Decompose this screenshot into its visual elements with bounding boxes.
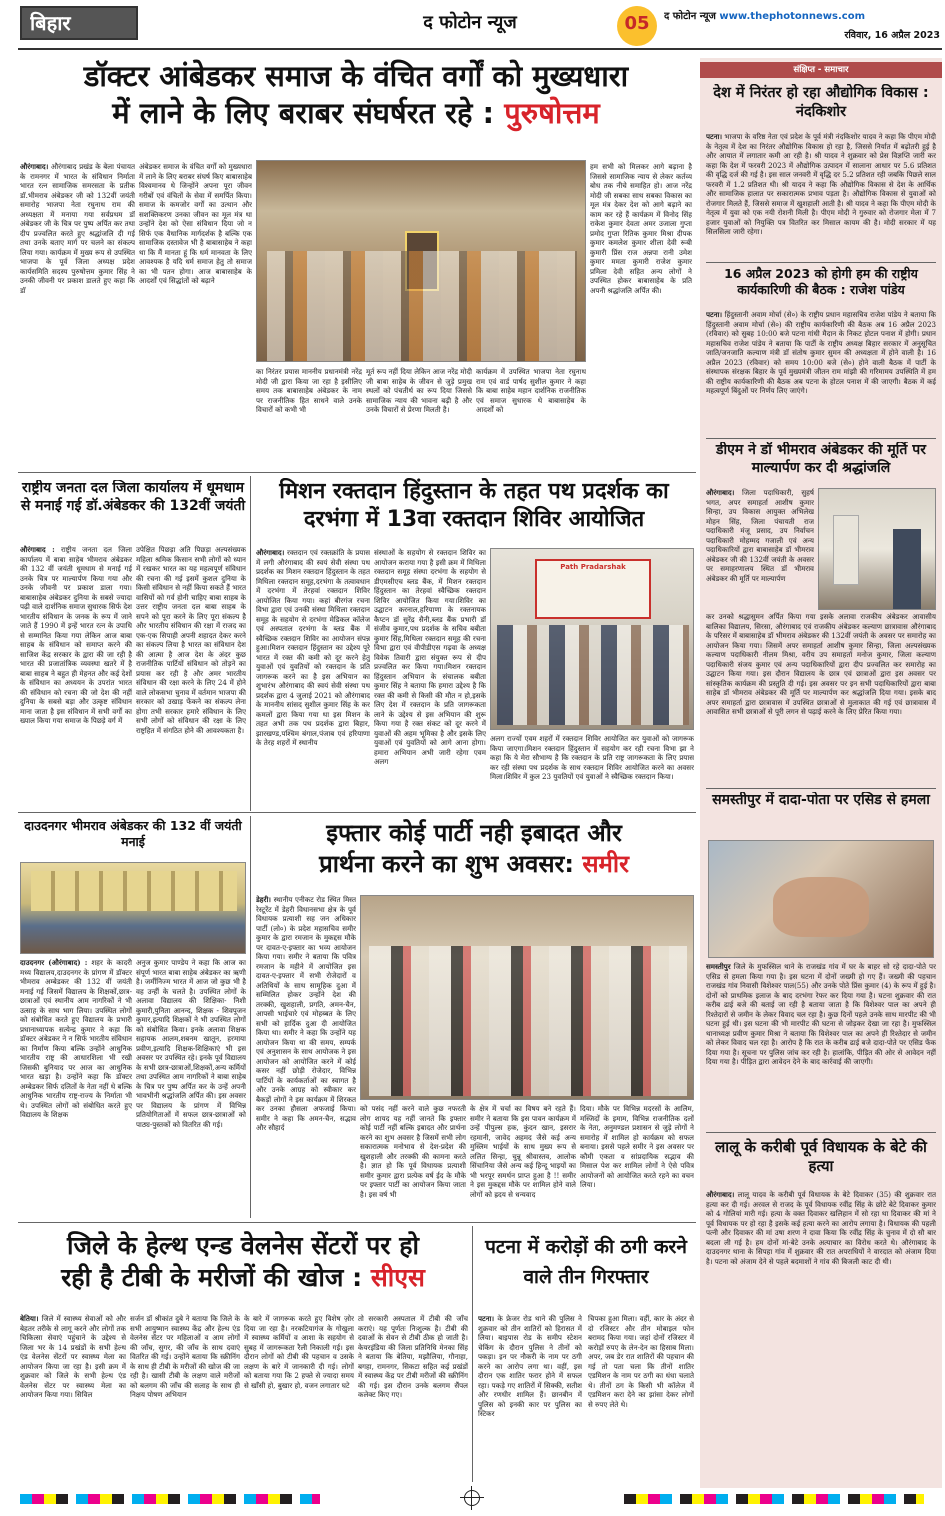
iftar-col-4 bbox=[580, 1104, 694, 1218]
sidebar-story3b bbox=[706, 612, 936, 782]
iftar-headline bbox=[254, 818, 694, 890]
registration-target-icon bbox=[464, 1490, 480, 1506]
masthead bbox=[0, 0, 945, 48]
main-headline-line1: डॉक्टर आंबेडकर समाज के वंचित वर्गों को मुख्यधारा bbox=[83, 59, 629, 93]
page-number-text: 05 bbox=[624, 13, 650, 34]
divider-bottom bbox=[18, 1222, 696, 1223]
patna-dateline: पटना। bbox=[478, 1314, 495, 1323]
blood-text-3: अलग राज्यों एवम शहरों में रक्तदान शिविर आयोजित कर युवाओं को जागरूक किया जाएगा।मिशन रक्तदान हिंदुस्तान में सहयोग कर रही रचना विभा झा ने कहा कि ये मेरा सौभाग्य है कि रक्तदान के प्रति राष्ट्र जागरूकता के लिए प्रयास कर रही संस्था पथ प्रदर्शक के साथ रक्तदान शिविर आयोजित करने का अवसर मिला।शिविर में कुल 23 युवतियों एवं युवाओं ने स्वैच्छिक रक्तदान किया। bbox=[490, 734, 694, 781]
rjd-text-1: राष्ट्रीय जनता दल जिला कार्यालय में बाबा साहेब भीमराव अंबेडकर की 132 वीं जयंती धूमधाम से मनाई गई उनके चित्र पर माल्यार्पण किया गया और उनके जीवनी पर प्रकाश डाला गया। बाबासाहेब अंबेडकर दुनिया के सबसे ज्यादा पढ़ी वाले दार्शनिक समाज सुधारक सिर्फ देश भारतीय संविधान के जनक के रूप में जाने जाते हैं 1990 में इन्हें भारत रत्न के उपाधि से सम्मानित किया गया लेकिन आज बाबा साहब के संविधान को समाप्त करने की साजिश केंद्र सरकार के द्वारा की जा रही है भारत की प्रजातांत्रिक व्यवस्था खतरे में है बाबा साहब ने बहुत ही मेहनत और कई देशों के संविधान का अध्ययन के उपरांत भारत की संविधान को रचना की जो देश की नहीं दुनिया के सबसे बड़ा और उत्कृष्ट संविधान माना जाता है इस संविधान में सभी वर्गों का ख्याल किया गया समाज के पिछड़े वर्ग में bbox=[20, 545, 132, 725]
main-text-5: कार्यक्रम में उपस्थित भाजपा नेता रघुनाथ राम एवं वार्ड पार्षद सुशील कुमार ने कहा कि बाबा साहेब महान दार्शनिक राजनीतिक एवं समाज सुधारक थे बाबासाहेब के आदर्शों को bbox=[476, 367, 586, 414]
main-headline-name: पुरुषोत्तम bbox=[504, 96, 600, 131]
sidebar-story3a bbox=[706, 488, 814, 610]
sidebar-story3-text-a: जिला पदाधिकारी, सुहर्ष भगत, अपर समाहर्ता आशीष कुमार सिन्हा, उप विकास आयुक्त अभिलेख मोहन सिंह, जिला पंचायती राज पदाधिकारी मंजू प्रसाद, उप निर्वाचन पदाधिकारी मोहम्मद गजाली एवं अन्य पदाधिकारियों द्वारा बाबासाहेब डॉ भीमराव अंबेडकर जी की 132वीं जयंती के अवसर पर समाहरणालय स्थित डॉ भीमराव अंबेडकर की मूर्ति पर माल्यार्पण bbox=[706, 488, 814, 583]
iftar-group bbox=[369, 946, 687, 1096]
iftar-photo bbox=[360, 895, 694, 1100]
iftar-headline-name: समीर bbox=[582, 849, 629, 878]
blood-photo bbox=[490, 548, 694, 730]
blood-headline-line2: दरभंगा में 13वा रक्तदान शिविर आयोजित bbox=[303, 507, 645, 533]
health-col-2 bbox=[130, 1314, 240, 1479]
color-registration-strip-left bbox=[20, 1494, 320, 1504]
sidebar-rule-1 bbox=[706, 262, 936, 263]
sidebar-story4-text: जिले के मुफस्सिल थाने के राजखंड गांव में घर के बाहर सो रहे दादा-पोते पर एसिड से हमला किया गया है। इस घटना में दोनों जख्मी हो गए हैं। जख्मी की पहचान राजखंड गांव निवासी विशेश्वर पाल(55) और उनके पोते प्रिंस कुमार (4) के रूप में हुई है। दोनों को प्राथमिक इलाज के बाद दरभंगा रेफर कर दिया गया है। घटना शुक्रवार की रात करीब ढाई बजे की बताई जा रही है बताया जाता है कि विशेश्वर पाल का अपने ही रिश्तेदारों से जमीन के लेकर विवाद चल रहा है। कुछ दिनों पहले उनके साथ मारपीट की भी घटना हुई थी। इस घटना की भी मारपीट की घटना से जोड़कर देखा जा रहा है। मुफस्सिल थानाध्यक्ष प्रवीण कुमार मिश्रा ने बताया कि विशेश्वर पाल का अपने ही रिश्तेदार से जमीन को लेकर विवाद चल रहा है। आरोप है कि रात के करीब ढाई बजे दादा-पोते पर एसिड फेंक दिया गया है। सूचना पर पुलिस जांच कर रही है। हालांकि, पीड़ित की ओर से आवेदन नहीं दिया गया है। पीड़ित द्वारा आवेदन देने के बाद कार्रवाई की जाएगी। bbox=[706, 962, 936, 1066]
main-text-2: अंबेडकर समाज के वंचित वर्गों को मुख्यधारा में लाने के लिए बराबर संघर्ष किए बाबासाहेब विश्वमानव थे जिन्होंने अपना पूरा जीवन गरीबों एवं वंचितों के सेवा में समर्पित किया। समाज के कमजोर वर्गों का उत्थान और सशक्तिकरण उनका जीवन का मूल मंत्र था उन्होंने देश को ऐसा संविधान दिया जो न सिर्फ एक वैधानिक मार्गदर्शक है बल्कि एक सामाजिक दस्तावेज भी है बाबासाहेब ने कहा था कि मैं मानता हूं कि धर्म मानवता के लिए आवश्यक है यदि धर्म समाज हेतु तो समाज का भी पतन होगा। आज बाबासाहेब के आदर्शों एवं सिद्धांतों को बढ़ाने bbox=[139, 162, 252, 285]
sidebar-rule-3 bbox=[706, 788, 936, 789]
sidebar-story3-text-b: कर उनको श्रद्धासुमन अर्पित किया गया इसके अलावा राजकीय अंबेडकर आवासीय बालिका विद्यालय, सिरसा, औरंगाबाद एवं राजकीय अंबेडकर कल्याण छात्रावास औरंगाबाद के परिसर में बाबासाहेब डॉ भीमराव अंबेडकर की 132वीं जयंती के अवसर पर समारोह का आयोजन किया गया। जिसमें अपर समाहर्ता आशीष कुमार सिन्हा, जिला अल्पसंख्यक कल्याण पदाधिकारी नीलम मिश्रा, वरीय उप समाहर्ता मनोज कुमार, जिला कल्याण पदाधिकारी संजय कुमार एवं अन्य पदाधिकारियों द्वारा दीप प्रज्वलित कर समारोह का उद्घाटन किया गया। इस दौरान विद्यालय के छात्र एवं छात्राओं द्वारा इस अवसर पर सांस्कृतिक कार्यक्रम की प्रस्तुति दी गई। इस अवसर पर इन सभी पदाधिकारियों द्वारा बाबा साहेब डॉ भीमराव अंबेडकर की मूर्ति पर माल्यार्पण कर श्रद्धांजलि दिया गया। इसके बाद अपर समाहर्ता द्वारा छात्रावास में उपस्थित छात्राओं से मुलाकात की गई एवं छात्रावास में आवासित सभी छात्राओं से पूरी लगन से पढ़ाई करने के लिए प्रेरित किया गया। bbox=[706, 612, 936, 716]
official-figure bbox=[893, 529, 921, 609]
daud-col-2 bbox=[136, 958, 246, 1216]
daud-text-2: अनुज कुमार पाण्डेय ने कहा कि आज का संपूर्ण भारत बाबा साहेब अंबेडकर का ऋणी है। जर्मीनिज्म भारत में आज जो कुछ भी है वह उन्हीं के चलते है। उपस्थित लोगों के अलावा विद्यालय की शिक्षिका- निशी कुमारी,पुनिता आनन्द, शिक्षक - शिवपूजन कुमार,इत्यादि शिक्षकों ने भी उपस्थित लोगों को संबोधित किया। इनके अलावा शिक्षक सहायक आलम,शबनम खातून, हरमाया प्रवीण,इत्यादि शिक्षक-शिक्षिकाएं भी इस अवसर पर उपस्थित रहे। इनके पूर्व विद्यालय के सभी छात्र-छात्राओं,शिक्षकों,अन्य कर्मियों तथा उपस्थित आम नागरिकों ने बाबा साहेब के चित्र पर पुष्प अर्पित कर के उन्हें अपनी भावभीनी श्रद्धांजलि अर्पित की। इस अवसर पर विद्यालय के प्रांगण में विभिन्न प्रतियोगिताओं में सफल छात्र-छात्राओं को पाठ्य-पुस्तकों को वितरित की गई। bbox=[136, 958, 246, 1129]
sidebar-story5-headline: लालू के करीबी पूर्व विधायक के बेटे की हत्या bbox=[715, 1138, 927, 1176]
statue bbox=[833, 515, 859, 585]
main-text-1: औरंगाबाद प्रखंड के बेला पंचायत के रामनगर में भारत के संविधान निर्माता भारत रत्न सामाजिक समरसता के प्रतीक डॉ.भीमराव अंबेडकर जी को 132वीं जयंती समारोह भाजपा नेता रघुनाथ राम की अध्यक्षता में मनाया गया सर्वप्रथम डॉ अंबेडकर जी के चित्र पर पुष्प अर्पित कर तथा दीप प्रज्वलित करते हुए श्रद्धांजलि दी गई तथा उनके बताए मार्ग पर चलने का संकल्प लिया गया। कार्यक्रम में मुख्य रूप से उपस्थित भाजपा के पूर्व जिला अध्यक्ष प्रदेश कार्यसमिति सदस्य पुरुषोत्तम कुमार सिंह ने उनकी जीवनी पर प्रकाश डालते हुए कहा कि डॉ bbox=[20, 162, 135, 295]
main-col-6 bbox=[590, 162, 692, 467]
masthead-rule bbox=[18, 48, 942, 50]
health-col-3 bbox=[244, 1314, 354, 1479]
health-text-2: सर्जन डॉ श्रीकांत दुबे ने बताया कि जिले के सभी आयुष्मान स्वास्थ्य केंद्र और हेल्थ एंड वेलनेस सेंटर पर महिलाओं व आम लोगों की जाँच, सुगर, की जाँच के साथ दवाएं वितरित की गई। उन्होंने बताया कि स्क्रीनिंग के साथ ही टीबी के मरीजों की खोज की जा रही है। खासी टीबी के लक्षण वाले मरीजों को बलगम की जाँच की सलाह के साथ ही निक्षय पोषण अभियान bbox=[130, 1314, 240, 1399]
sidebar-story5-text: लालू यादव के करीबी पूर्व विधायक के बेटे दिवाकर (35) की शुक्रवार रात हत्या कर दी गई। अरवल से राजद के पूर्व विधायक रवींद्र सिंह के छोटे बेटे दिवाकर कुमार को 4 गोलियां मारी गई। हत्या के वक्त दिवाकर खलिहान में सो रहा था दिवाकर की मां ने पूर्व विधायक पर हो रहा है इसके कई हत्या करने का आरोप लगाया है। विधायक की पहली पत्नी और दिवाकर की मां उषा शरण ने दावा किया कि रवींद्र सिंह के चुनाव में दो सौ बार बदला ली गई है। हम दोनों मां-बेटे उनके अत्याचार का विरोध करते थे। औरंगाबाद के दाउदनगर थाना के सिपहा गांव में शुक्रवार की रात अपराधियों ने वारदात को अंजाम दिया है। पटना को अंजाम देने से पहले बदमाशों ने गांव की बिजली काट दी थी। bbox=[706, 1190, 936, 1266]
sidebar-story4-dateline: समस्तीपुर bbox=[706, 962, 731, 971]
main-headline-line2: में लाने के लिए बराबर संघर्षरत रहे : bbox=[112, 96, 495, 131]
victim-figure bbox=[773, 877, 869, 937]
iftar-text-2: को पसंद नहीं करने वाले कुछ नफरती लोग शायद यह नहीं जानते कि इफ्तार कोई पार्टी नहीं बल्कि इबादत और प्रार्थना करने का शुभ अवसर है जिसमें सभी लोग सकारात्मक मनोभाव से देश-प्रदेश की खुशहाली और तरक्की की कामना करते है। ज्ञात हो कि पूर्व विधायक प्रत्याशी समीर कुमार द्वारा प्रत्येक वर्ष ईद के मौके पर इफ्तार पार्टी का आयोजन किया जाता है। इस वर्ष भी bbox=[360, 1104, 466, 1199]
iftar-col-3 bbox=[470, 1104, 576, 1218]
rjd-col-1 bbox=[20, 545, 132, 807]
iftar-headline-line2: प्रार्थना करने का शुभ अवसर: bbox=[319, 849, 574, 878]
blood-col-3 bbox=[490, 734, 694, 810]
sidebar-rule-2 bbox=[706, 438, 936, 439]
health-text-1: जिले में स्वास्थ्य सेवाओं को और बेहतर तरीके से लागू करने और लोगों तक चिकित्सा सेवाएं पहुंचाने के उद्देश्य से जिला भर के 14 प्रखंडों के सभी हेल्थ एंड वेलनेस सेंटरों पर स्वास्थ्य मेला का आयोजन किया जा रहा है। इसी क्रम में शुक्रवार को जिले के सभी हेल्थ एंड वेलनेस सेंटर पर स्वास्थ्य मेला का आयोजन किया गया। सिविल bbox=[20, 1314, 126, 1399]
section-label-text: बिहार bbox=[30, 11, 71, 35]
school-building bbox=[31, 871, 237, 911]
health-text-4: तो सरकारी अस्पताल में टीबी की जाँच कराएं। यह पूर्णतः निःशुल्क है। टीबी की दवाओं के सेवन से टीबी ठीक हो जाती है। केयरइंडिया की जिला प्रतिनिधि मेनका सिंह ने बताया कि बेतिया, मझौलिया, गौनाहा, बगहा, रामनगर, सिकटा सहित कई प्रखंडों में स्वास्थ्य केंद्र पर टीबी मरीजों की स्क्रीनिंग की गई। इस दौरान उनके बलगम सैंपल कलेक्ट किए गए। bbox=[358, 1314, 468, 1399]
blood-col-1 bbox=[256, 548, 370, 810]
sidebar-story5-dateline: औरंगाबाद। bbox=[706, 1190, 735, 1199]
patna-headline: पटना में करोड़ों की ठगी करने वाले तीन गिरफ्तार bbox=[485, 1236, 687, 1289]
daud-col-1 bbox=[20, 958, 132, 1216]
daud-dateline: दाउदनगर (औरंगाबाद) : bbox=[20, 958, 88, 967]
divider-health-vertical bbox=[472, 1226, 473, 1482]
patna-text-1: के फ्रेजर रोड थाने की पुलिस ने शुक्रवार को तीन शातिरों को हिरासत में लिया। बाइपास रोड के समीप स्टेशन चेकिंग के दौरान पुलिस ने तीनों को पकड़ा। इन पर नौकरी के नाम पर ठगी करने का आरोप लगा था। वहीं, इस दौरान एक शातिर फरार होने में सफल रहा। पकड़े गए शातिरों में सिक्की, सतीश और रणधीर शामिल हैं। छानबीन में पुलिस को इनकी कार पर पुलिस का स्टिकर bbox=[478, 1314, 582, 1418]
health-text-3: के बारे में जागरूक करते हुए विशेष ज़ोर दिया जा रहा है। नरकटियागंज के गोखुला में स्वास्थ्य कर्मियों व आशा के सहयोग से सुबह में जागरूकता रैली निकाली गई। इस दौरान लोगों को टीबी की पहचान व उसके लक्षण के बारे में जानकारी दी गई। लोगों को बताया गया कि 2 हफ्ते से ज्यादा समय से खाँसी हो, बुखार हो, वजन लगातार घटे bbox=[244, 1314, 354, 1390]
health-col-4 bbox=[358, 1314, 468, 1479]
divider-main bbox=[18, 472, 696, 473]
daud-text-1: शहर के कादरी मध्य विद्यालय,दाउदनगर के प्रांगण में डॉक्टर भीमराव अम्बेडकर की 132 वीं जयंती मनाई गई जिसमें विद्यालय के शिक्षकों,छात्र-छात्राओं एवं स्थानीय आम नागरिकों ने भी उत्साह के साथ भाग लिया। उपस्थित लोगों को संबोधित करते हुए विद्यालय के प्रभारी प्रधानाध्यापक सत्येन्द्र कुमार ने कहा कि डॉक्टर अंबेडकर ने न सिर्फ भारतीय संविधान का निर्माण किया बल्कि उन्होंने आधुनिक भारतीय राष्ट्र की आधारशिला भी रखी जिसकी बुनियाद पर आज का आधुनिक भारत खड़ा है। उन्होंने कहा कि डॉक्टर अम्बेडकर सिर्फ दलितों के नेता नहीं थे बल्कि आधुनिक भारतीय राष्ट्र-राज्य के निर्माता भी थे। उपस्थित लोगों को संबोधित करते हुए विद्यालय के शिक्षक bbox=[20, 958, 132, 1119]
patna-col-1 bbox=[478, 1314, 582, 1479]
sidebar-story2-headline: 16 अप्रैल 2023 को होगी हम की राष्ट्रीय कार्यकारिणी की बैठक : राजेश पांडेय bbox=[724, 266, 918, 297]
sidebar-tab-text: संक्षिप्त - समाचार bbox=[793, 65, 849, 75]
rjd-headline: राष्ट्रीय जनता दल जिला कार्यालय में धूमधाम से मनाई गई डॉ.अंबेडकर की 132वीं जयंती bbox=[20, 480, 246, 514]
iftar-text-4: दिया। मौके पर विभिन्न मदरसों के आलिम, मस्जिदों के इमाम, विभिन्न राजनीतिक दलों के नेता, अनुमण्डल प्रशासन से जुड़े लोगों ने समारोह में शामिल हो कार्यक्रम को सफल बनाया। इससे पहले समीर ने इस अवसर पर कौमी एकता व सांप्रदायिक सद्भाव की मिसाल पेश कर शामिल लोगों ने ऐसे पवित्र आयोजनों को आयोजित करते रहने का वचन लिया। bbox=[580, 1104, 694, 1189]
rjd-col-2 bbox=[136, 545, 246, 807]
main-text-6: हम सभी को मिलकर आगे बढ़ाना है जिससे सामाजिक न्याय से लेकर कर्तव्य बोध तक नीचे समाहित हो। आज नरेंद्र मोदी जी सबका साथ सबका विकास का मूल मंत्र देकर देश को आगे बढ़ाने का काम कर रहे हैं कार्यक्रम में विनोद सिंह राकेश कुमार देवता अमर उजाला गुप्ता प्रमोद गुप्ता रितिक कुमार मिश्रा दीपक कुमार कमलेश कुमार शीला देवी रूबी कुमारी प्रिंस राज अन्नपा रानी उमेश कुमार ममता कुमारी राजेश कुमार प्रमिला देवी सहित अन्य लोगों ने उपस्थित होकर बाबासाहेब के प्रति अपनी श्रद्धांजलि अर्पित की। bbox=[590, 162, 692, 295]
blood-text-2: संस्थाओं के सहयोग से रक्तदान शिविर का आयोजन कराया गया है इसी क्रम में मिथिला रक्तदान समूह संस्था दरभंगा के सहयोग से डीएमसीएच ब्लड बैंक, में मिशन रक्तदान हिंदुस्तान का तेरहवां स्वैच्छिक रक्तदान शिविर आयोजित किया गया।शिविर का उद्घाटन करनाल,हरियाणा के रक्तनायक कैप्टन डॉ सुरेंद्र सैनी,ब्लड बैंक प्रभारी डॉ संजीव कुमार,पथ प्रदर्शक के सचिव बबीता कुमार सिंह,मिथिला रक्तदान समूह की रचना विभा द्वारा एवं वीपीडीएस गढ़वा के अध्यक्ष विवेक तिवारी द्वारा संयुक्त रूप से दीप प्रज्वलित कर किया गया।मिशन रक्तदान हिंदुस्तान अभियान के संचालक बबीता कुमार सिंह ने बताया कि हमारा उद्देश्य है कि रक्त की कमी से किसी की मौत न हो,इसके लिए देश में रक्तदान के प्रति जागरूकता लाने के उद्देश्य से इस अभियान की शुरू किया गया है रक्त संकट को दूर करने में युवाओं की अहम भूमिका है और इसके लिए युवाओं एवं युवतियों को आगे आना होगा।हमारा अभियान अभी जारी रहेगा एवम अलग bbox=[374, 548, 486, 766]
main-col-3 bbox=[256, 367, 362, 467]
main-text-4: मूर्त रूप नहीं दिया लेकिन आज नरेंद्र मोदी जी बाबा साहेब के जीवन से जुड़े प्रमुख स्थलों को पंचतीर्थ का रूप दिया जिससे सामाजिक न्याय की भावना बढ़ी है और उनके विचारों से प्रेरणा मिलती है। bbox=[366, 367, 472, 414]
website-link[interactable]: www.thephotonnews.com bbox=[719, 11, 866, 22]
registration-crosshair-v bbox=[471, 1486, 472, 1510]
patna-text-2: चिपका हुआ मिला। वहीं, कार के अंदर से दो रजिस्टर और तीन मोबाइल फोन बरामद किया गया। जहां दोनों रजिस्टर में करोड़ों रुपए के लेन-देन का हिसाब मिला। अपर, जब डेर रात शातिरों की पहचान की गई तो पता चला कि तीनों शातिर एडमिशन के नाम पर ठगी का धंधा चलाते थे। तीनों ठग के किसी भी कॉलेज में एडमिशन करा देने का झांसा देकर लोगों से रुपए लेते थे। bbox=[588, 1314, 694, 1409]
divider-rjd-vertical bbox=[250, 476, 251, 811]
rjd-dateline: औरंगाबाद : bbox=[20, 545, 55, 554]
main-dateline: औरंगाबाद। bbox=[20, 162, 49, 171]
blood-col-2 bbox=[374, 548, 486, 810]
divider-mid bbox=[18, 812, 696, 813]
health-headline-name: सीएस bbox=[370, 1263, 425, 1292]
health-headline bbox=[18, 1230, 468, 1308]
sidebar-story2 bbox=[706, 310, 936, 434]
divider-daud-vertical bbox=[250, 816, 251, 1218]
main-headline bbox=[18, 58, 694, 150]
sidebar-story2-text: हिंदुस्तानी अवाम मोर्चा (से०) के राष्ट्रीय प्रधान महासचिव राजेश पांडेय ने बताया कि हिंदुस्तानी अवाम मोर्चा (से०) की राष्ट्रीय कार्यकारिणी की बैठक अब 16 अप्रैल 2023 (रविवार) को सुबह 10:00 बजे पटना गांधी मैदान के निकट होटल पनाश में होगी। प्रधान महासचिव राजेश पांडेय ने बताया कि पार्टी के राष्ट्रीय अध्यक्ष बिहार सरकार में अनुसूचित जाति/जनजाति कल्याण मंत्री डॉ संतोष कुमार सुमन की अध्यक्षता में होने वाली है। 16 अप्रैल 2023 (रविवार) को समय 10:00 बजे (से०) होने वाली बैठक में पार्टी के संस्थापक संरक्षक बिहार के पूर्व मुख्यमंत्री जीतन राम मांझी की गरिमामय उपस्थिति में हम की राष्ट्रीय कार्यकारिणी की बैठक अब पटना के होटल पनाश में की जाएगी। बैठक में कई महत्वपूर्ण बिंदुओं पर निर्णय लिए जाएंगे। bbox=[706, 310, 936, 395]
main-text-3: का निरंतर प्रयास माननीय प्रधानमंत्री नरेंद्र मोदी जी द्वारा किया जा रहा है इसीलिए समय तक बाबासाहेब अंबेडकर के नाम पर राजनीतिक हित साधने वाले उनके विचारों को कभी भी bbox=[256, 367, 362, 414]
iftar-col-2 bbox=[360, 1104, 466, 1218]
sidebar-story1 bbox=[706, 132, 936, 256]
sidebar-story4 bbox=[706, 962, 936, 1126]
patna-col-2 bbox=[588, 1314, 694, 1479]
sidebar-story3-photo bbox=[818, 488, 936, 610]
health-headline-line2: रही है टीबी के मरीजों की खोज : bbox=[61, 1263, 363, 1292]
daud-headline: दाउदनगर भीमराव अंबेडकर की 132 वीं जयंती मनाई bbox=[24, 818, 242, 849]
masthead-brand: द फोटोन न्यूज bbox=[664, 11, 716, 22]
issue-date: रविवार, 16 अप्रैल 2023 bbox=[844, 30, 940, 41]
sidebar-story1-text: भाजपा के वरिष्ठ नेता एवं प्रदेश के पूर्व मंत्री नंदकिशोर यादव ने कहा कि पीएम मोदी के नेतृत्व में देश का निरंतर औद्योगिक विकास हो रहा है, जिससे निर्यात में बढ़ोतरी हुई है और आयात में लगातार कमी आ रही है। श्री यादव ने शुक्रवार को प्रेस विज्ञप्ति जारी कर कहा कि देश में फरवरी 2023 में औद्योगिक उत्पादन में सालाना आधार पर 5.6 प्रतिशत की वृद्धि दर्ज की गई है। इस साल जनवरी में वृद्धि दर 5.2 प्रतिशत रही जबकि पिछले साल फरवरी में 1.2 प्रतिशत थी। श्री यादव ने कहा कि औद्योगिक विकास से देश के आर्थिक और सामाजिक हालात पर सकारात्मक प्रभाव पड़ता है। औद्योगिक विकास से युवाओं को रोजगार मिलते हैं, जिससे समाज में खुशहाली आती है। श्री यादव ने कहा कि पीएम मोदी के नेतृत्व में युवा को एक नयी रोशनी मिली है। पीएम मोदी ने गुरुवार को रोजगार मेला में 7 हजार युवाओं को नियुक्ति पत्र वितरित कर मिसाल कायम की है। मोदी सरकार में यह सिलसिला जारी रहेगा। bbox=[706, 132, 936, 236]
blood-group-people bbox=[497, 625, 689, 725]
main-col-5 bbox=[476, 367, 586, 467]
sidebar-story4-photo bbox=[708, 840, 934, 958]
main-photo bbox=[256, 160, 586, 362]
daud-photo bbox=[20, 862, 246, 954]
sidebar-story1-headline: देश में निरंतर हो रहा औद्योगिक विकास : नंदकिशोर bbox=[713, 85, 929, 120]
sidebar-rule-4 bbox=[706, 1132, 936, 1133]
people-silhouettes bbox=[267, 251, 577, 361]
main-col-2 bbox=[139, 162, 252, 467]
main-col-1 bbox=[20, 162, 135, 467]
iftar-col-1 bbox=[256, 895, 356, 1217]
health-dateline: बेतिया। bbox=[20, 1314, 39, 1323]
iftar-dateline: डेहरी। bbox=[256, 895, 271, 904]
iftar-headline-line1: इफ्तार कोई पार्टी नही इबादत और bbox=[326, 819, 622, 847]
color-registration-strip-right bbox=[624, 1494, 924, 1504]
blood-dateline: औरंगाबाद। bbox=[256, 548, 285, 557]
sidebar-story3-dateline: औरंगाबाद। bbox=[706, 488, 735, 497]
paper-name: द फोटोन न्यूज bbox=[423, 12, 517, 33]
sidebar-story1-dateline: पटना। bbox=[706, 132, 723, 141]
rjd-text-2: उपेक्षित पिछड़ा अति पिछड़ा अल्पसंख्यक महिला श्रमिक किसान सभी लोगों को ध्यान में रखकर भारत का यह महत्वपूर्ण संविधान की रचना की गई इसमें कुशल दुनिया के किसी संविधान से नहीं किया सकते हैं भारत वासियों को गर्व होनी चाहिए बाबा साहब के उत्तर राष्ट्रीय जनता दल बाबा साहब के सपने को पूरा करने के लिए पूरा संकल्प है और भारतीय संविधान की रक्षा में राजद का एक-एक सिपाही अपनी शहादत देकर करने का संकल्प लिया है भारत का संविधान देश की आत्मा है आज देश के अंदर कुछ राजनीतिक पार्टियों संविधान को तोड़ने का प्रयास कर रही है और अमर भारतीय संविधान की रक्षा करने के लिए 24 में होने वाले लोकसभा चुनाव में वर्तमान भाजपा की सरकार को उखाड़ फेंकने का संकल्प लेना होगा तभी सरकार हमारे संविधान के लिए सभी लोगों को संविधान की रक्षा के लिए राष्ट्रहित में संगठित होने की आवश्यकता है। bbox=[136, 545, 246, 735]
iftar-text-3: के क्षेत्र में चर्चा का विषय बने रहते हैं। समीर ने बताया कि इस पावन कार्यक्रम में उन्हें पीपुल्स हक, कुंदन खान, इसरार रहमानी, जावेद अहमद जैसे कई अन्य मुस्लिम भाईयों के साथ मुख्य रूप से ललित सिन्हा, चुन्नू श्रीवास्तव, आलोक सिंचानिया जैसे अन्य कई हिन्दू भाइयों का भी भरपूर समर्थन प्राप्त हुआ है !! समीर ने इस मुकद्दस मौके पर शामिल होने वाले लोगों को ह्रदय से धन्यवाद bbox=[470, 1104, 576, 1199]
blood-headline bbox=[254, 478, 694, 544]
health-headline-line1: जिले के हेल्थ एन्ड वेलनेस सेंटरों पर हो bbox=[66, 1231, 419, 1260]
blood-banner-text: Path Pradarshak bbox=[560, 563, 626, 571]
iftar-text-1: स्थानीय एनीकट रोड स्थित मिस्त रेस्टूरेंट में डेहरी विधानसभा क्षेत्र के पूर्व विधायक प्रत्याशी सह जन अधिकार पार्टी (लो०) के प्रदेश महासचिव समीर कुमार के द्वारा रमजान के मुकद्दस मौके पर दावत-ए-इफ्तार का भव्य आयोजन किया गया। समीर ने बताया कि पवित्र रमजान के महीने में आयोजित इस दावत-ए-इफ्तार में सभी रोजेदारों व अतिथियों के साथ सामूहिक दुआ में सम्मिलित होकर उन्होंने देश की तरक्की, खुशहाली, प्रगति, अमन-चैन, आपसी भाईचारे एवं मोहब्बत के लिए सभी को हार्दिक दुआ दी आयोजित किया था। समीर ने कहा कि उन्होंने यह आयोजन किया था की समय, सम्पर्क एवं अनुशासन के साथ आयोजक ने इस आयोजन को आयोजित करने में कोई कसर नहीं छोड़ी रोजेदार, विभिन्न पार्टियों के कार्यकर्ताओं का स्वागत है और उनके आग्रह को स्वीकार कर बैकड़ों लोगों ने इस कार्यक्रम में शिरकत कर उनका हौसला अफजाई किया। समीर ने कहा कि अमन-चैन, सद्भाव और सौहार्द bbox=[256, 895, 356, 1132]
sidebar-story3-headline: डीएम ने डॉ भीमराव अंबेडकर की मूर्ति पर माल्यार्पण कर दी श्रद्धांजलि bbox=[716, 442, 926, 476]
registration-crosshair-h bbox=[460, 1497, 484, 1498]
health-col-1 bbox=[20, 1314, 126, 1479]
main-col-4 bbox=[366, 367, 472, 467]
sidebar-story2-dateline: पटना। bbox=[706, 310, 723, 319]
sidebar-story4-headline: समस्तीपुर में दादा-पोता पर एसिड से हमला bbox=[712, 792, 930, 808]
blood-headline-line1: मिशन रक्तदान हिंदुस्तान के तहत पथ प्रदर्शक का bbox=[279, 479, 669, 504]
sidebar-story5 bbox=[706, 1190, 936, 1486]
blood-text-1: रक्तदान एवं रक्तक्रांति के प्रयास में लगी औरंगाबाद की स्वयं सेवी संस्था पथ प्रदर्शक का मिशन रक्तदान हिंदुस्तान के तहत मिथिला रक्तदान समूह,दरभंगा के तत्वावधान में दरभंगा में तेरहवां रक्तदान शिविर आयोजित किया गया। कहां बीरगंज रचना विभा द्वारा एवं उनकी संस्था मिथिला रक्तदान समूह के सहयोग से दरभंगा मेडिकल कॉलेज एवं अस्पताल दरभंगा के ब्लड बैंक में स्वैच्छिक रक्तदान शिविर का आयोजन संपन्न हुआ।मिशन रक्तदान हिंदुस्तान का उद्देश्य पूरे भारत में रक्त की कमी को दूर करने हेतु युवाओं एवं युवतियों को रक्तदान के प्रति जागरूक करने का है इस अभियान का शुभारंभ औरंगाबाद की स्वयं सेवी संस्था पथ प्रदर्शक द्वारा 4 जुलाई 2021 को औरंगाबाद के माननीय सांसद सुशील कुमार सिंह के कर कमलों द्वारा किया गया था इस मिशन के तहत अभी तक पथ प्रदर्शक द्वारा बिहार, झारखण्ड,पश्चिम बंगाल,पंजाब एवं हरियाणा के तेरह शहरों में स्थानीय bbox=[256, 548, 370, 747]
